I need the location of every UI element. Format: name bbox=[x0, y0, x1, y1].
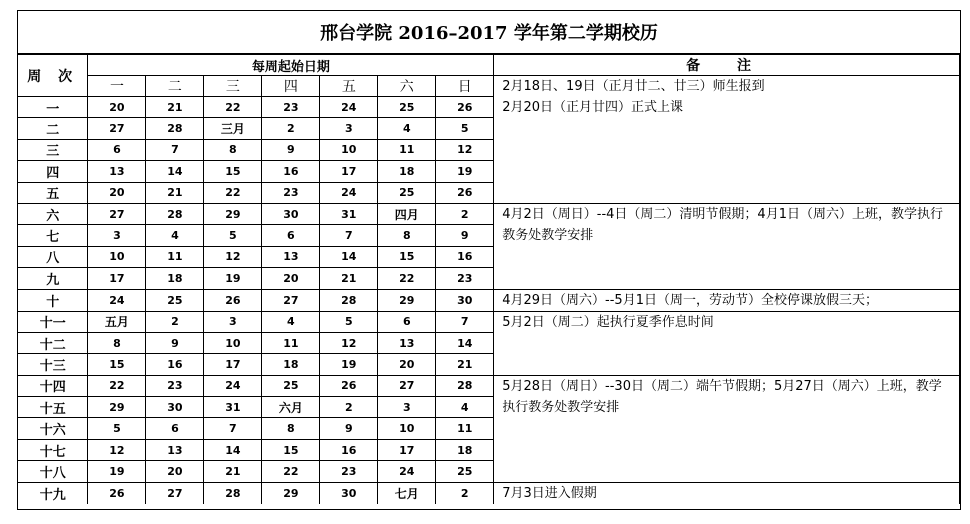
date-cell: 5 bbox=[436, 118, 494, 139]
date-cell: 23 bbox=[262, 97, 320, 118]
dates-column-header: 每周起始日期 bbox=[88, 55, 494, 76]
date-cell: 16 bbox=[436, 246, 494, 267]
date-cell: 21 bbox=[146, 182, 204, 203]
date-cell: 26 bbox=[436, 182, 494, 203]
date-cell: 23 bbox=[262, 182, 320, 203]
date-cell: 3 bbox=[320, 118, 378, 139]
date-cell: 25 bbox=[378, 97, 436, 118]
date-cell: 24 bbox=[320, 182, 378, 203]
date-cell: 五月 bbox=[88, 311, 146, 332]
date-cell: 4 bbox=[378, 118, 436, 139]
remark-note: 4月2日（周日）--4日（周二）清明节假期；4月1日（周六）上班，教学执行教务处教学安排 bbox=[502, 206, 943, 243]
calendar-table bbox=[18, 54, 960, 504]
date-cell: 13 bbox=[262, 246, 320, 267]
date-cell: 31 bbox=[320, 203, 378, 224]
date-cell: 22 bbox=[204, 97, 262, 118]
date-cell: 21 bbox=[204, 461, 262, 482]
date-cell: 七月 bbox=[378, 482, 436, 504]
date-cell: 29 bbox=[88, 397, 146, 418]
week-label: 五 bbox=[18, 182, 88, 203]
date-cell: 3 bbox=[378, 397, 436, 418]
date-cell: 6 bbox=[262, 225, 320, 246]
date-cell: 10 bbox=[204, 332, 262, 353]
weekday-header: 日 bbox=[436, 76, 494, 97]
date-cell: 18 bbox=[262, 354, 320, 375]
date-cell: 29 bbox=[378, 289, 436, 311]
weekday-header: 六 bbox=[378, 76, 436, 97]
date-cell: 14 bbox=[204, 439, 262, 460]
date-cell: 6 bbox=[88, 139, 146, 160]
date-cell: 11 bbox=[262, 332, 320, 353]
remarks-cell bbox=[494, 289, 960, 311]
date-cell: 19 bbox=[88, 461, 146, 482]
date-cell: 17 bbox=[378, 439, 436, 460]
date-cell: 27 bbox=[88, 118, 146, 139]
date-cell: 20 bbox=[146, 461, 204, 482]
date-cell: 9 bbox=[320, 418, 378, 439]
date-cell: 30 bbox=[436, 289, 494, 311]
date-cell: 26 bbox=[204, 289, 262, 311]
remarks-column-header: 备 注 bbox=[494, 55, 960, 76]
date-cell: 28 bbox=[146, 118, 204, 139]
date-cell: 18 bbox=[378, 161, 436, 182]
date-cell: 7 bbox=[204, 418, 262, 439]
remark-note: 5月2日（周二）起执行夏季作息时间 bbox=[502, 314, 714, 330]
date-cell: 四月 bbox=[378, 203, 436, 224]
weekday-header-row bbox=[18, 76, 960, 97]
week-label: 八 bbox=[18, 246, 88, 267]
week-label: 一 bbox=[18, 97, 88, 118]
date-cell: 18 bbox=[436, 439, 494, 460]
week-column-header: 周 次 bbox=[18, 55, 88, 97]
date-cell: 22 bbox=[378, 268, 436, 289]
date-cell: 2 bbox=[320, 397, 378, 418]
date-cell: 5 bbox=[204, 225, 262, 246]
week-row bbox=[18, 289, 960, 311]
remark-note: 7月3日进入假期 bbox=[502, 485, 597, 501]
week-row bbox=[18, 311, 960, 332]
date-cell: 25 bbox=[146, 289, 204, 311]
date-cell: 15 bbox=[204, 161, 262, 182]
date-cell: 三月 bbox=[204, 118, 262, 139]
remarks-cell bbox=[494, 375, 960, 482]
date-cell: 22 bbox=[262, 461, 320, 482]
date-cell: 10 bbox=[378, 418, 436, 439]
date-cell: 15 bbox=[378, 246, 436, 267]
date-cell: 24 bbox=[320, 97, 378, 118]
date-cell: 21 bbox=[436, 354, 494, 375]
date-cell: 27 bbox=[146, 482, 204, 504]
remarks-cell bbox=[494, 76, 960, 204]
date-cell: 28 bbox=[204, 482, 262, 504]
date-cell: 2 bbox=[436, 482, 494, 504]
date-cell: 19 bbox=[204, 268, 262, 289]
remark-note: 2月18日、19日（正月廿二、廿三）师生报到 bbox=[502, 79, 765, 94]
date-cell: 14 bbox=[320, 246, 378, 267]
weekday-header: 五 bbox=[320, 76, 378, 97]
date-cell: 16 bbox=[262, 161, 320, 182]
date-cell: 4 bbox=[436, 397, 494, 418]
date-cell: 2 bbox=[436, 203, 494, 224]
remarks-cell bbox=[494, 311, 960, 375]
date-cell: 7 bbox=[436, 311, 494, 332]
week-label: 二 bbox=[18, 118, 88, 139]
date-cell: 30 bbox=[320, 482, 378, 504]
date-cell: 9 bbox=[262, 139, 320, 160]
week-label: 三 bbox=[18, 139, 88, 160]
date-cell: 20 bbox=[378, 354, 436, 375]
date-cell: 25 bbox=[262, 375, 320, 396]
date-cell: 26 bbox=[436, 97, 494, 118]
date-cell: 13 bbox=[146, 439, 204, 460]
date-cell: 20 bbox=[88, 182, 146, 203]
date-cell: 8 bbox=[204, 139, 262, 160]
remark-note: 2月20日（正月廿四）正式上课 bbox=[502, 100, 684, 115]
date-cell: 31 bbox=[204, 397, 262, 418]
remark-note: 5月28日（周日）--30日（周二）端午节假期；5月27日（周六）上班，教学执行教务处教学安排 bbox=[502, 378, 942, 415]
week-row bbox=[18, 375, 960, 396]
date-cell: 21 bbox=[146, 97, 204, 118]
date-cell: 26 bbox=[320, 375, 378, 396]
date-cell: 8 bbox=[262, 418, 320, 439]
date-cell: 16 bbox=[320, 439, 378, 460]
date-cell: 10 bbox=[320, 139, 378, 160]
date-cell: 7 bbox=[146, 139, 204, 160]
date-cell: 23 bbox=[146, 375, 204, 396]
date-cell: 20 bbox=[88, 97, 146, 118]
remark-note: 4月29日（周六）--5月1日（周一，劳动节）全校停课放假三天； bbox=[502, 292, 878, 308]
date-cell: 6 bbox=[378, 311, 436, 332]
date-cell: 2 bbox=[262, 118, 320, 139]
week-label: 七 bbox=[18, 225, 88, 246]
date-cell: 23 bbox=[320, 461, 378, 482]
weekday-header: 四 bbox=[262, 76, 320, 97]
date-cell: 3 bbox=[204, 311, 262, 332]
date-cell: 2 bbox=[146, 311, 204, 332]
date-cell: 14 bbox=[146, 161, 204, 182]
week-label: 十三 bbox=[18, 354, 88, 375]
date-cell: 27 bbox=[262, 289, 320, 311]
date-cell: 25 bbox=[378, 182, 436, 203]
date-cell: 22 bbox=[88, 375, 146, 396]
date-cell: 10 bbox=[88, 246, 146, 267]
date-cell: 12 bbox=[204, 246, 262, 267]
date-cell: 15 bbox=[262, 439, 320, 460]
date-cell: 23 bbox=[436, 268, 494, 289]
date-cell: 5 bbox=[88, 418, 146, 439]
date-cell: 21 bbox=[320, 268, 378, 289]
weekday-header: 三 bbox=[204, 76, 262, 97]
date-cell: 29 bbox=[262, 482, 320, 504]
week-label: 十一 bbox=[18, 311, 88, 332]
date-cell: 20 bbox=[262, 268, 320, 289]
date-cell: 17 bbox=[88, 268, 146, 289]
date-cell: 14 bbox=[436, 332, 494, 353]
date-cell: 12 bbox=[88, 439, 146, 460]
date-cell: 12 bbox=[320, 332, 378, 353]
date-cell: 28 bbox=[146, 203, 204, 224]
date-cell: 17 bbox=[320, 161, 378, 182]
weekday-header: 一 bbox=[88, 76, 146, 97]
week-label: 四 bbox=[18, 161, 88, 182]
date-cell: 24 bbox=[88, 289, 146, 311]
date-cell: 4 bbox=[262, 311, 320, 332]
date-cell: 27 bbox=[88, 203, 146, 224]
date-cell: 3 bbox=[88, 225, 146, 246]
date-cell: 4 bbox=[146, 225, 204, 246]
week-row bbox=[18, 482, 960, 504]
remarks-cell bbox=[494, 203, 960, 289]
week-label: 十八 bbox=[18, 461, 88, 482]
week-label: 十六 bbox=[18, 418, 88, 439]
date-cell: 17 bbox=[204, 354, 262, 375]
date-cell: 11 bbox=[436, 418, 494, 439]
date-cell: 24 bbox=[378, 461, 436, 482]
date-cell: 24 bbox=[204, 375, 262, 396]
date-cell: 5 bbox=[320, 311, 378, 332]
date-cell: 30 bbox=[262, 203, 320, 224]
date-cell: 六月 bbox=[262, 397, 320, 418]
date-cell: 11 bbox=[378, 139, 436, 160]
week-label: 十四 bbox=[18, 375, 88, 396]
date-cell: 28 bbox=[320, 289, 378, 311]
date-cell: 30 bbox=[146, 397, 204, 418]
date-cell: 9 bbox=[436, 225, 494, 246]
week-label: 十九 bbox=[18, 482, 88, 504]
date-cell: 18 bbox=[146, 268, 204, 289]
date-cell: 6 bbox=[146, 418, 204, 439]
date-cell: 8 bbox=[88, 332, 146, 353]
date-cell: 13 bbox=[88, 161, 146, 182]
date-cell: 12 bbox=[436, 139, 494, 160]
date-cell: 19 bbox=[320, 354, 378, 375]
date-cell: 27 bbox=[378, 375, 436, 396]
date-cell: 26 bbox=[88, 482, 146, 504]
date-cell: 15 bbox=[88, 354, 146, 375]
week-label: 六 bbox=[18, 203, 88, 224]
week-row bbox=[18, 203, 960, 224]
date-cell: 11 bbox=[146, 246, 204, 267]
calendar-frame bbox=[17, 10, 961, 510]
date-cell: 19 bbox=[436, 161, 494, 182]
date-cell: 25 bbox=[436, 461, 494, 482]
date-cell: 9 bbox=[146, 332, 204, 353]
date-cell: 22 bbox=[204, 182, 262, 203]
week-label: 十五 bbox=[18, 397, 88, 418]
week-label: 九 bbox=[18, 268, 88, 289]
weekday-header: 二 bbox=[146, 76, 204, 97]
date-cell: 16 bbox=[146, 354, 204, 375]
week-label: 十二 bbox=[18, 332, 88, 353]
date-cell: 28 bbox=[436, 375, 494, 396]
date-cell: 13 bbox=[378, 332, 436, 353]
date-cell: 29 bbox=[204, 203, 262, 224]
week-label: 十 bbox=[18, 289, 88, 311]
remarks-cell bbox=[494, 482, 960, 504]
date-cell: 8 bbox=[378, 225, 436, 246]
date-cell: 7 bbox=[320, 225, 378, 246]
week-label: 十七 bbox=[18, 439, 88, 460]
page-title: 邢台学院 2016–2017 学年第二学期校历 bbox=[18, 11, 960, 54]
